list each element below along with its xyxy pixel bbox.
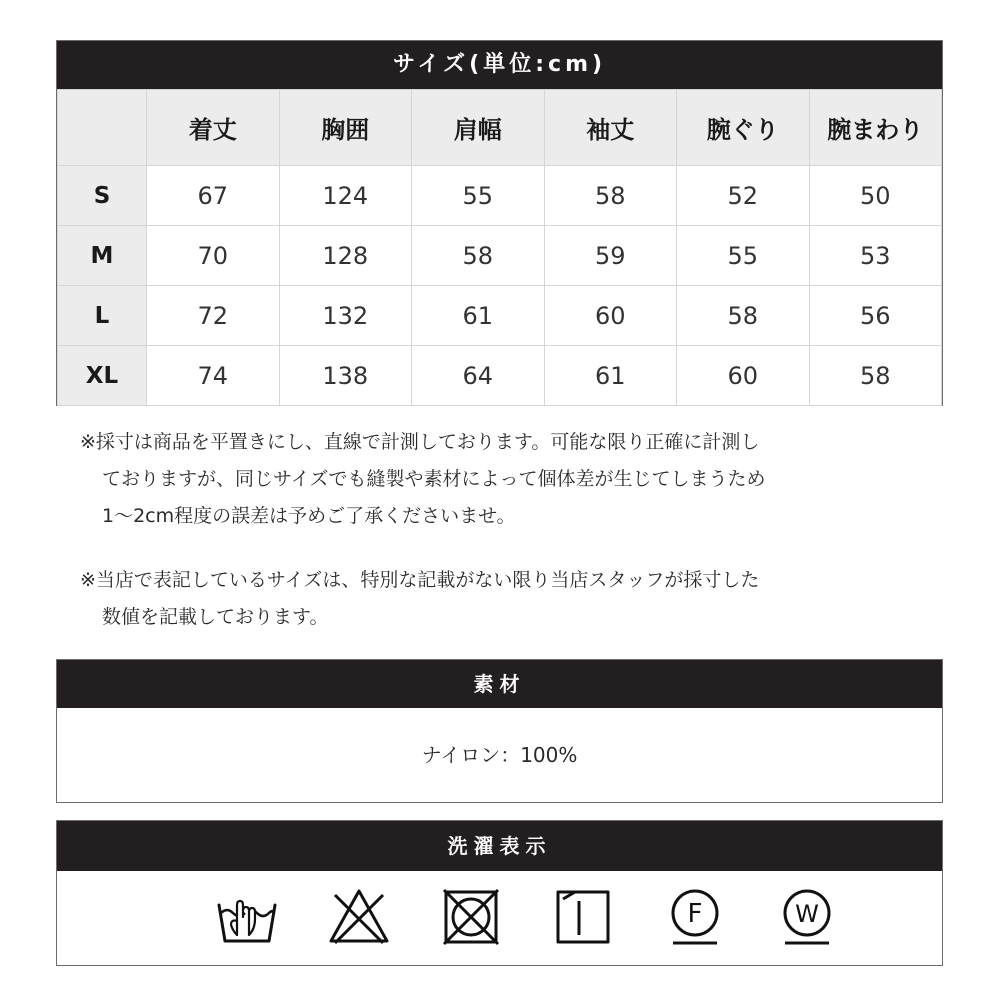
column-header: 袖丈 <box>544 90 677 166</box>
table-cell: 70 <box>147 226 280 286</box>
hand-wash-icon <box>215 887 279 947</box>
measurement-note <box>80 424 880 535</box>
size-chart <box>56 40 943 406</box>
table-cell: 61 <box>412 286 545 346</box>
table-row <box>58 286 942 346</box>
svg-text:F: F <box>687 899 703 929</box>
table-cell: 124 <box>279 166 412 226</box>
care-icons <box>57 871 942 965</box>
note-line: ※採寸は商品を平置きにし、直線で計測しております。可能な限り正確に計測し <box>80 431 760 453</box>
size-note <box>80 562 880 636</box>
care-title: 洗濯表示 <box>57 821 942 871</box>
note-line: ておりますが、同じサイズでも縫製や素材によって個体差が生じてしまうため <box>102 468 766 490</box>
note-line: ※当店で表記しているサイズは、特別な記載がない限り当店スタッフが採寸した <box>80 569 760 591</box>
table-cell: 55 <box>677 226 810 286</box>
column-header: 腕ぐり <box>677 90 810 166</box>
material-title: 素材 <box>57 660 942 708</box>
table-cell: 60 <box>544 286 677 346</box>
table-cell: 60 <box>677 346 810 406</box>
table-cell: 132 <box>279 286 412 346</box>
table-cell: 55 <box>412 166 545 226</box>
table-cell: 59 <box>544 226 677 286</box>
table-cell: 50 <box>809 166 942 226</box>
size-label: L <box>58 286 147 346</box>
material-value: ナイロン：100% <box>421 743 578 767</box>
column-header: 胸囲 <box>279 90 412 166</box>
table-row <box>58 226 942 286</box>
table-row <box>58 166 942 226</box>
column-header: 腕まわり <box>809 90 942 166</box>
table-cell: 58 <box>412 226 545 286</box>
care-section <box>56 820 943 966</box>
table-cell: 52 <box>677 166 810 226</box>
table-cell: 53 <box>809 226 942 286</box>
note-line: 1～2cm程度の誤差は予めご了承くださいませ。 <box>102 505 516 527</box>
note-line: 数値を記載しております。 <box>102 606 329 628</box>
size-label: S <box>58 166 147 226</box>
drip-dry-icon <box>551 887 615 947</box>
size-label: XL <box>58 346 147 406</box>
dry-clean-f-icon <box>663 887 727 947</box>
table-row <box>58 346 942 406</box>
table-cell: 128 <box>279 226 412 286</box>
column-header: 肩幅 <box>412 90 545 166</box>
size-table-header-row <box>58 90 942 166</box>
table-cell: 72 <box>147 286 280 346</box>
size-table-corner <box>58 90 147 166</box>
size-chart-title: サイズ(単位:cm) <box>57 41 942 89</box>
size-table <box>57 89 942 406</box>
do-not-bleach-icon <box>327 887 391 947</box>
table-cell: 61 <box>544 346 677 406</box>
table-cell: 58 <box>809 346 942 406</box>
table-cell: 58 <box>544 166 677 226</box>
table-cell: 64 <box>412 346 545 406</box>
table-cell: 67 <box>147 166 280 226</box>
size-label: M <box>58 226 147 286</box>
column-header: 着丈 <box>147 90 280 166</box>
wet-clean-w-icon <box>775 887 839 947</box>
table-cell: 138 <box>279 346 412 406</box>
do-not-tumble-dry-icon <box>439 887 503 947</box>
material-section <box>56 659 943 803</box>
table-cell: 74 <box>147 346 280 406</box>
table-cell: 58 <box>677 286 810 346</box>
table-cell: 56 <box>809 286 942 346</box>
svg-text:W: W <box>795 900 819 928</box>
